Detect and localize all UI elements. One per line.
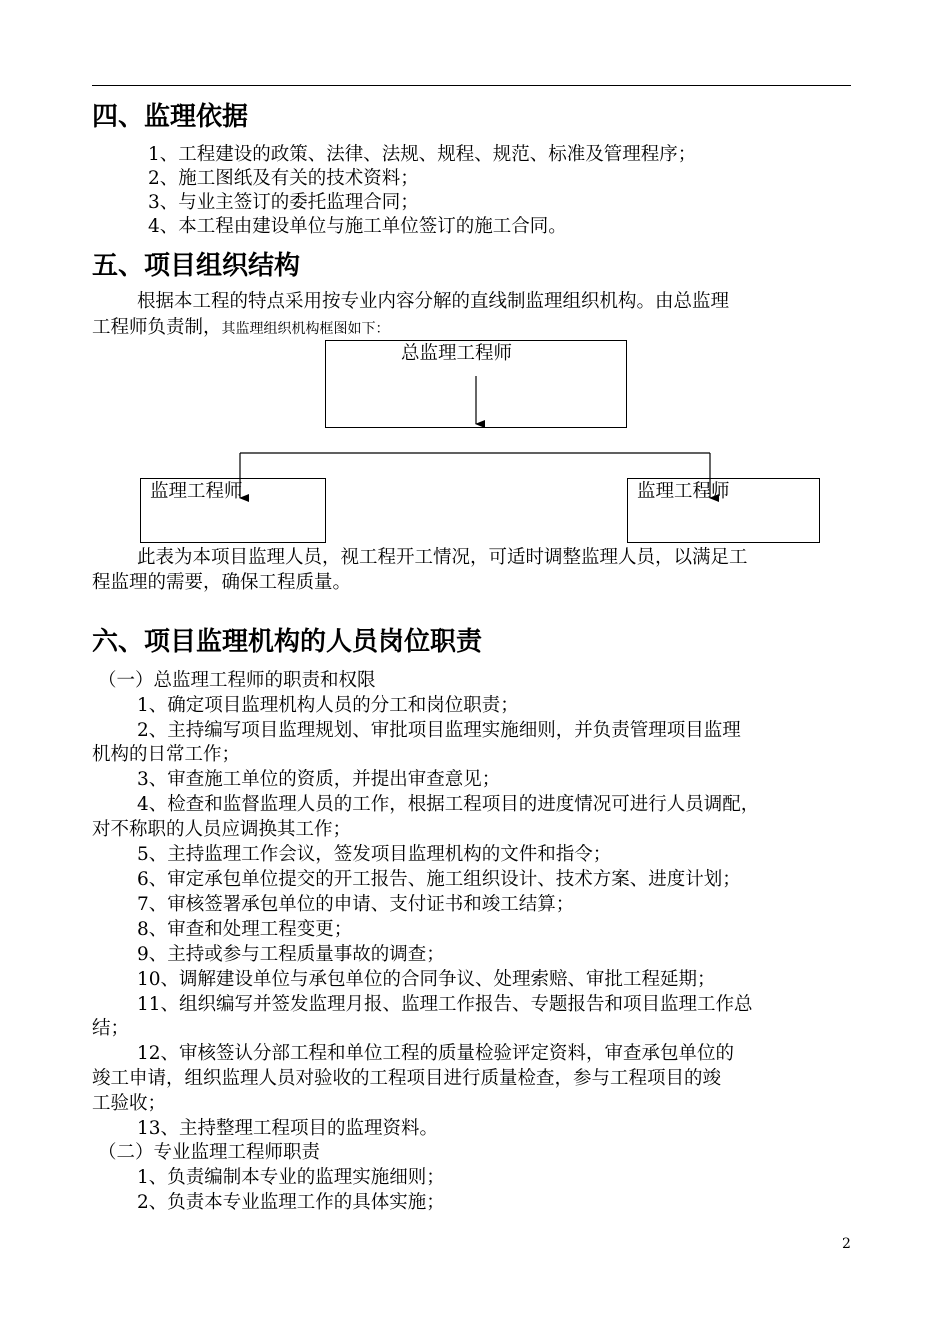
structure-para-line-2-small: 其监理组织机构框图如下： [221, 321, 390, 337]
basis-item-3: 3、与业主签订的委托监理合同； [148, 192, 419, 213]
note-line-2: 程监理的需要，确保工程质量。 [92, 572, 352, 593]
sub-heading-specialist: （二）专业监理工程师职责 [98, 1142, 321, 1163]
chief-duty-10: 10、调解建设单位与承包单位的合同争议、处理索赔、审批工程延期； [137, 969, 716, 990]
section-5-heading: 五、项目组织结构 [92, 251, 301, 281]
chief-duty-6: 6、审定承包单位提交的开工报告、施工组织设计、技术方案、进度计划； [137, 869, 741, 890]
specialist-duty-1: 1、负责编制本专业的监理实施细则； [137, 1167, 445, 1188]
basis-item-4: 4、本工程由建设单位与施工单位签订的施工合同。 [148, 216, 567, 237]
structure-para-line-1: 根据本工程的特点采用按专业内容分解的直线制监理组织机构。由总监理 [137, 291, 730, 312]
chief-duty-2: 2、主持编写项目监理规划、审批项目监理实施细则，并负责管理项目监理 [137, 720, 741, 741]
chief-duty-1: 1、确定项目监理机构人员的分工和岗位职责； [137, 695, 519, 716]
basis-item-2: 2、施工图纸及有关的技术资料； [148, 168, 419, 189]
chief-duty-12: 12、审核签认分部工程和单位工程的质量检验评定资料，审查承包单位的 [137, 1043, 735, 1064]
chief-duty-3: 3、审查施工单位的资质，并提出审查意见； [137, 769, 501, 790]
specialist-duty-2: 2、负责本专业监理工作的具体实施； [137, 1192, 445, 1213]
section-6-heading: 六、项目监理机构的人员岗位职责 [92, 627, 483, 657]
org-label-chief: 总监理工程师 [401, 343, 513, 364]
section-4-heading: 四、监理依据 [92, 102, 249, 132]
chief-duty-12-cont-1: 竣工申请，组织监理人员对验收的工程项目进行质量检查，参与工程项目的竣 [92, 1068, 722, 1089]
structure-para-line-2-main: 工程师负责制， [92, 317, 222, 338]
chief-duty-2-cont: 机构的日常工作； [92, 744, 241, 765]
chief-duty-11-cont: 结； [92, 1018, 130, 1039]
chief-duty-4: 4、检查和监督监理人员的工作，根据工程项目的进度情况可进行人员调配， [137, 794, 760, 815]
basis-item-1: 1、工程建设的政策、法律、法规、规程、规范、标准及管理程序； [148, 144, 697, 165]
chief-duty-13: 13、主持整理工程项目的监理资料。 [137, 1118, 439, 1139]
org-label-right: 监理工程师 [637, 481, 730, 502]
chief-duty-12-cont-2: 工验收； [92, 1093, 167, 1114]
org-label-left: 监理工程师 [150, 481, 243, 502]
sub-heading-chief: （一）总监理工程师的职责和权限 [98, 670, 376, 691]
chief-duty-11: 11、组织编写并签发监理月报、监理工作报告、专题报告和项目监理工作总 [137, 994, 753, 1015]
chief-duty-7: 7、审核签署承包单位的申请、支付证书和竣工结算； [137, 894, 575, 915]
chief-duty-9: 9、主持或参与工程质量事故的调查； [137, 944, 445, 965]
chief-duty-4-cont: 对不称职的人员应调换其工作； [92, 819, 352, 840]
page-number: 2 [842, 1236, 851, 1252]
chief-duty-5: 5、主持监理工作会议，签发项目监理机构的文件和指令； [137, 844, 612, 865]
note-line-1: 此表为本项目监理人员，视工程开工情况，可适时调整监理人员，以满足工 [137, 547, 748, 568]
chief-duty-8: 8、审查和处理工程变更； [137, 919, 353, 940]
